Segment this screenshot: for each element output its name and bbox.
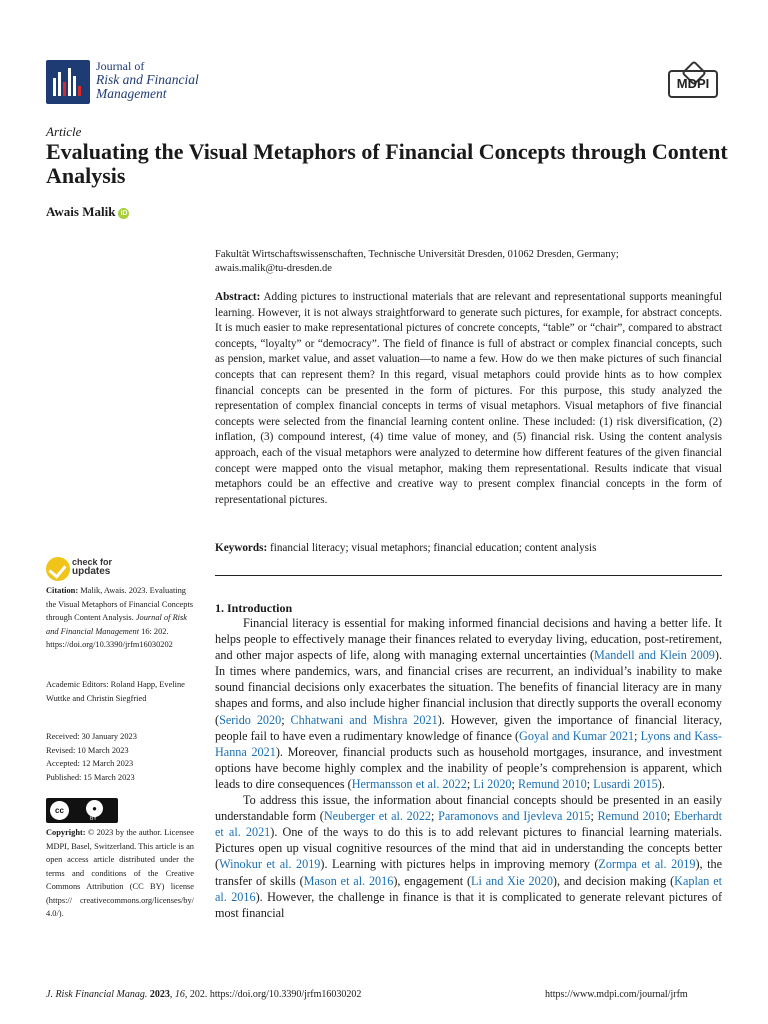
citation-label: Citation: [46, 586, 79, 595]
article-title: Evaluating the Visual Metaphors of Financial Concepts through Content Analysis [46, 139, 728, 188]
keywords [215, 541, 722, 556]
published-date: Published: 15 March 2023 [46, 772, 135, 782]
citation-link[interactable]: Zormpa et al. 2019 [598, 857, 696, 872]
abstract [215, 290, 722, 508]
journal-name-line1: Journal of [96, 59, 145, 73]
citation-link[interactable]: Eberhardt et al. 2021 [215, 809, 722, 840]
copyright-block [46, 826, 194, 921]
author [46, 204, 129, 220]
citation-doi[interactable]: 16: 202. https://doi.org/10.3390/jrfm16030202 [46, 626, 173, 649]
citation-link[interactable]: Goyal and Kumar 2021 [519, 728, 635, 743]
citation-link[interactable]: Li and Xie 2020 [471, 873, 553, 888]
footer-journal: J. Risk Financial Manag. [46, 989, 148, 1000]
keywords-text: financial literacy; visual metaphors; financial education; content analysis [270, 542, 597, 554]
affiliation-email[interactable]: awais.malik@tu-dresden.de [215, 263, 332, 274]
divider [215, 575, 722, 576]
citation-link[interactable]: Hermansson et al. 2022 [351, 776, 467, 791]
citation-link[interactable]: Kaplan et al. 2016 [215, 873, 722, 904]
check-updates-label: check for updates [72, 557, 113, 577]
check-for-updates-button[interactable] [46, 557, 166, 583]
copyright-text: © 2023 by the author. Licensee MDPI, Basel, Switzerland. This article is an open access article distributed under the terms and conditions of the Creative Commons Attribution (CC BY) license (https:// creativecommons.org/licenses/by/ 4.0/). [46, 828, 194, 918]
citation-link[interactable]: Mason et al. 2016 [303, 873, 394, 888]
paragraph: To address this issue, the information about financial concepts should be presented in an easily understandable form (Neuberger et al. 2022; Paramonovs and Ijevleva 2015; Remund 2010; Eberhardt et al. 2021). One of the ways to do this is to add relevant pictures to financial learning materials. Pictures open up visual cognitive resources of the mind that aid in understanding the concepts better (Winokur et al. 2019). Learning with pictures helps in improving memory (Zormpa et al. 2019), the transfer of skills (Mason et al. 2016), engagement (Li and Xie 2020), and decision making (Kaplan et al. 2016). However, the challenge in finance is that it is complicated to generate relevant pictures of most financial [215, 793, 723, 920]
citation-link[interactable]: Lyons and Kass-Hanna 2021 [215, 728, 722, 759]
abstract-text: Adding pictures to instructional materials that are relevant and representational supports meaningful learning. However, it is not always straightforward to generate such pictures, for example, for abstract concepts. It is much easier to make representational pictures of concrete concepts, “table” or “chair”, compared to abstract concepts, “loyalty” or “democracy”. The field of finance is full of abstract or complex financial concepts, such as pension, market value, and asset valuation—to name a few. How do we then make pictures of such financial concepts that can represent them? In this regard, visual metaphors could provide hints as to how complex financial concepts can be presented in the form of pictures. For this purpose, this study analyzed the representation of complex financial concepts in terms of visual metaphors. Visual metaphors of five financial concepts were selected from the financial learning content online. These included: (1) risk diversification, (2) inflation, (3) compound interest, (4) time value of money, and (5) financial risk. Using the content analysis approach, each of the visual metaphors were analyzed to determine how different features of the given financial concept were mapped onto the visual metaphor, making them representational. Results indicate that visual metaphors could be an effective and creative way to present complex financial concepts in the form of representational pictures. [215, 291, 722, 506]
citation-block [46, 584, 194, 652]
footer-citation: J. Risk Financial Manag. 2023, 16, 202. https://doi.org/10.3390/jrfm16030202 [46, 989, 362, 1000]
copyright-label: Copyright: [46, 828, 86, 837]
affiliation-line1: Fakultät Wirtschaftswissenschaften, Technische Universität Dresden, 01062 Dresden, Germany; [215, 249, 619, 260]
citation-link[interactable]: Mandell and Klein 2009 [594, 648, 715, 663]
citation-link[interactable]: Paramonovs and Ijevleva 2015 [438, 809, 591, 824]
citation-link[interactable]: Chhatwani and Mishra 2021 [290, 712, 438, 727]
accepted-date: Accepted: 12 March 2023 [46, 759, 134, 768]
footer-volume: 16 [174, 989, 185, 1000]
keywords-label: Keywords: [215, 542, 268, 554]
cc-by-license-badge[interactable] [46, 798, 118, 823]
article-type: Article [46, 124, 82, 139]
section-heading: 1. Introduction [215, 601, 293, 615]
footer-doi[interactable]: , 202. https://doi.org/10.3390/jrfm16030202 [184, 989, 362, 1000]
citation-link[interactable]: Neuberger et al. 2022 [323, 809, 432, 824]
introduction-body [215, 615, 722, 921]
journal-logo [46, 60, 90, 104]
dates-block [46, 730, 194, 784]
citation-text: Malik, Awais. 2023. Evaluating the Visual Metaphors of Financial Concepts through Content Analysis. [46, 586, 194, 622]
abstract-label: Abstract: [215, 291, 261, 303]
author-name[interactable]: Awais Malik [46, 204, 116, 219]
cc-icon: cc [50, 801, 69, 820]
citation-link[interactable]: Remund 2010 [597, 809, 667, 824]
received-date: Received: 30 January 2023 [46, 732, 137, 741]
person-icon: ● [86, 800, 103, 817]
citation-link[interactable]: Remund 2010 [517, 776, 587, 791]
cc-by-label: BY [90, 816, 97, 822]
paragraph: Financial literacy is essential for making informed financial decisions and having a better life. It helps people to effectively manage their finances related to everyday living, education, post-retirement, and other major aspects of life, along with managing external uncertainties (Mandell and Klein 2009). In times where pandemics, wars, and financial crises are recurrent, an individual’s inability to make sound financial decisions only exacerbates the situation. The benefits of financial literacy are in many shapes and forms, and also include higher financial inclusion that directly supports the overall economy (Serido 2020; Chhatwani and Mishra 2021). However, given the importance of financial literacy, people fail to have even a rudimentary knowledge of finance (Goyal and Kumar 2021; Lyons and Kass-Hanna 2021). Moreover, financial products such as household mortgages, insurance, and investment options have become highly complex and the inability of people’s comprehension is apparent, which leads to dire consequences (Hermansson et al. 2022; Li 2020; Remund 2010; Lusardi 2015). [215, 616, 722, 791]
affiliation [215, 248, 725, 276]
journal-name-line3: Management [96, 86, 167, 101]
journal-name-line2: Risk and Financial [96, 72, 199, 87]
footer-year: 2023 [149, 989, 170, 1000]
check-updates-icon [46, 557, 70, 581]
citation-link[interactable]: Serido 2020 [219, 712, 282, 727]
academic-editors: Academic Editors: Roland Happ, Eveline Wuttke and Christin Siegfried [46, 680, 185, 703]
mdpi-logo[interactable]: MDPI [668, 70, 718, 98]
citation-link[interactable]: Li 2020 [473, 776, 512, 791]
citation-journal: Journal of Risk and Financial Management [46, 613, 187, 636]
footer-journal-url[interactable]: https://www.mdpi.com/journal/jrfm [545, 989, 688, 1000]
journal-name [96, 59, 199, 101]
orcid-icon[interactable]: iD [120, 210, 128, 217]
revised-date: Revised: 10 March 2023 [46, 745, 129, 755]
citation-link[interactable]: Lusardi 2015 [593, 776, 658, 791]
citation-link[interactable]: Winokur et al. 2019 [219, 857, 321, 872]
